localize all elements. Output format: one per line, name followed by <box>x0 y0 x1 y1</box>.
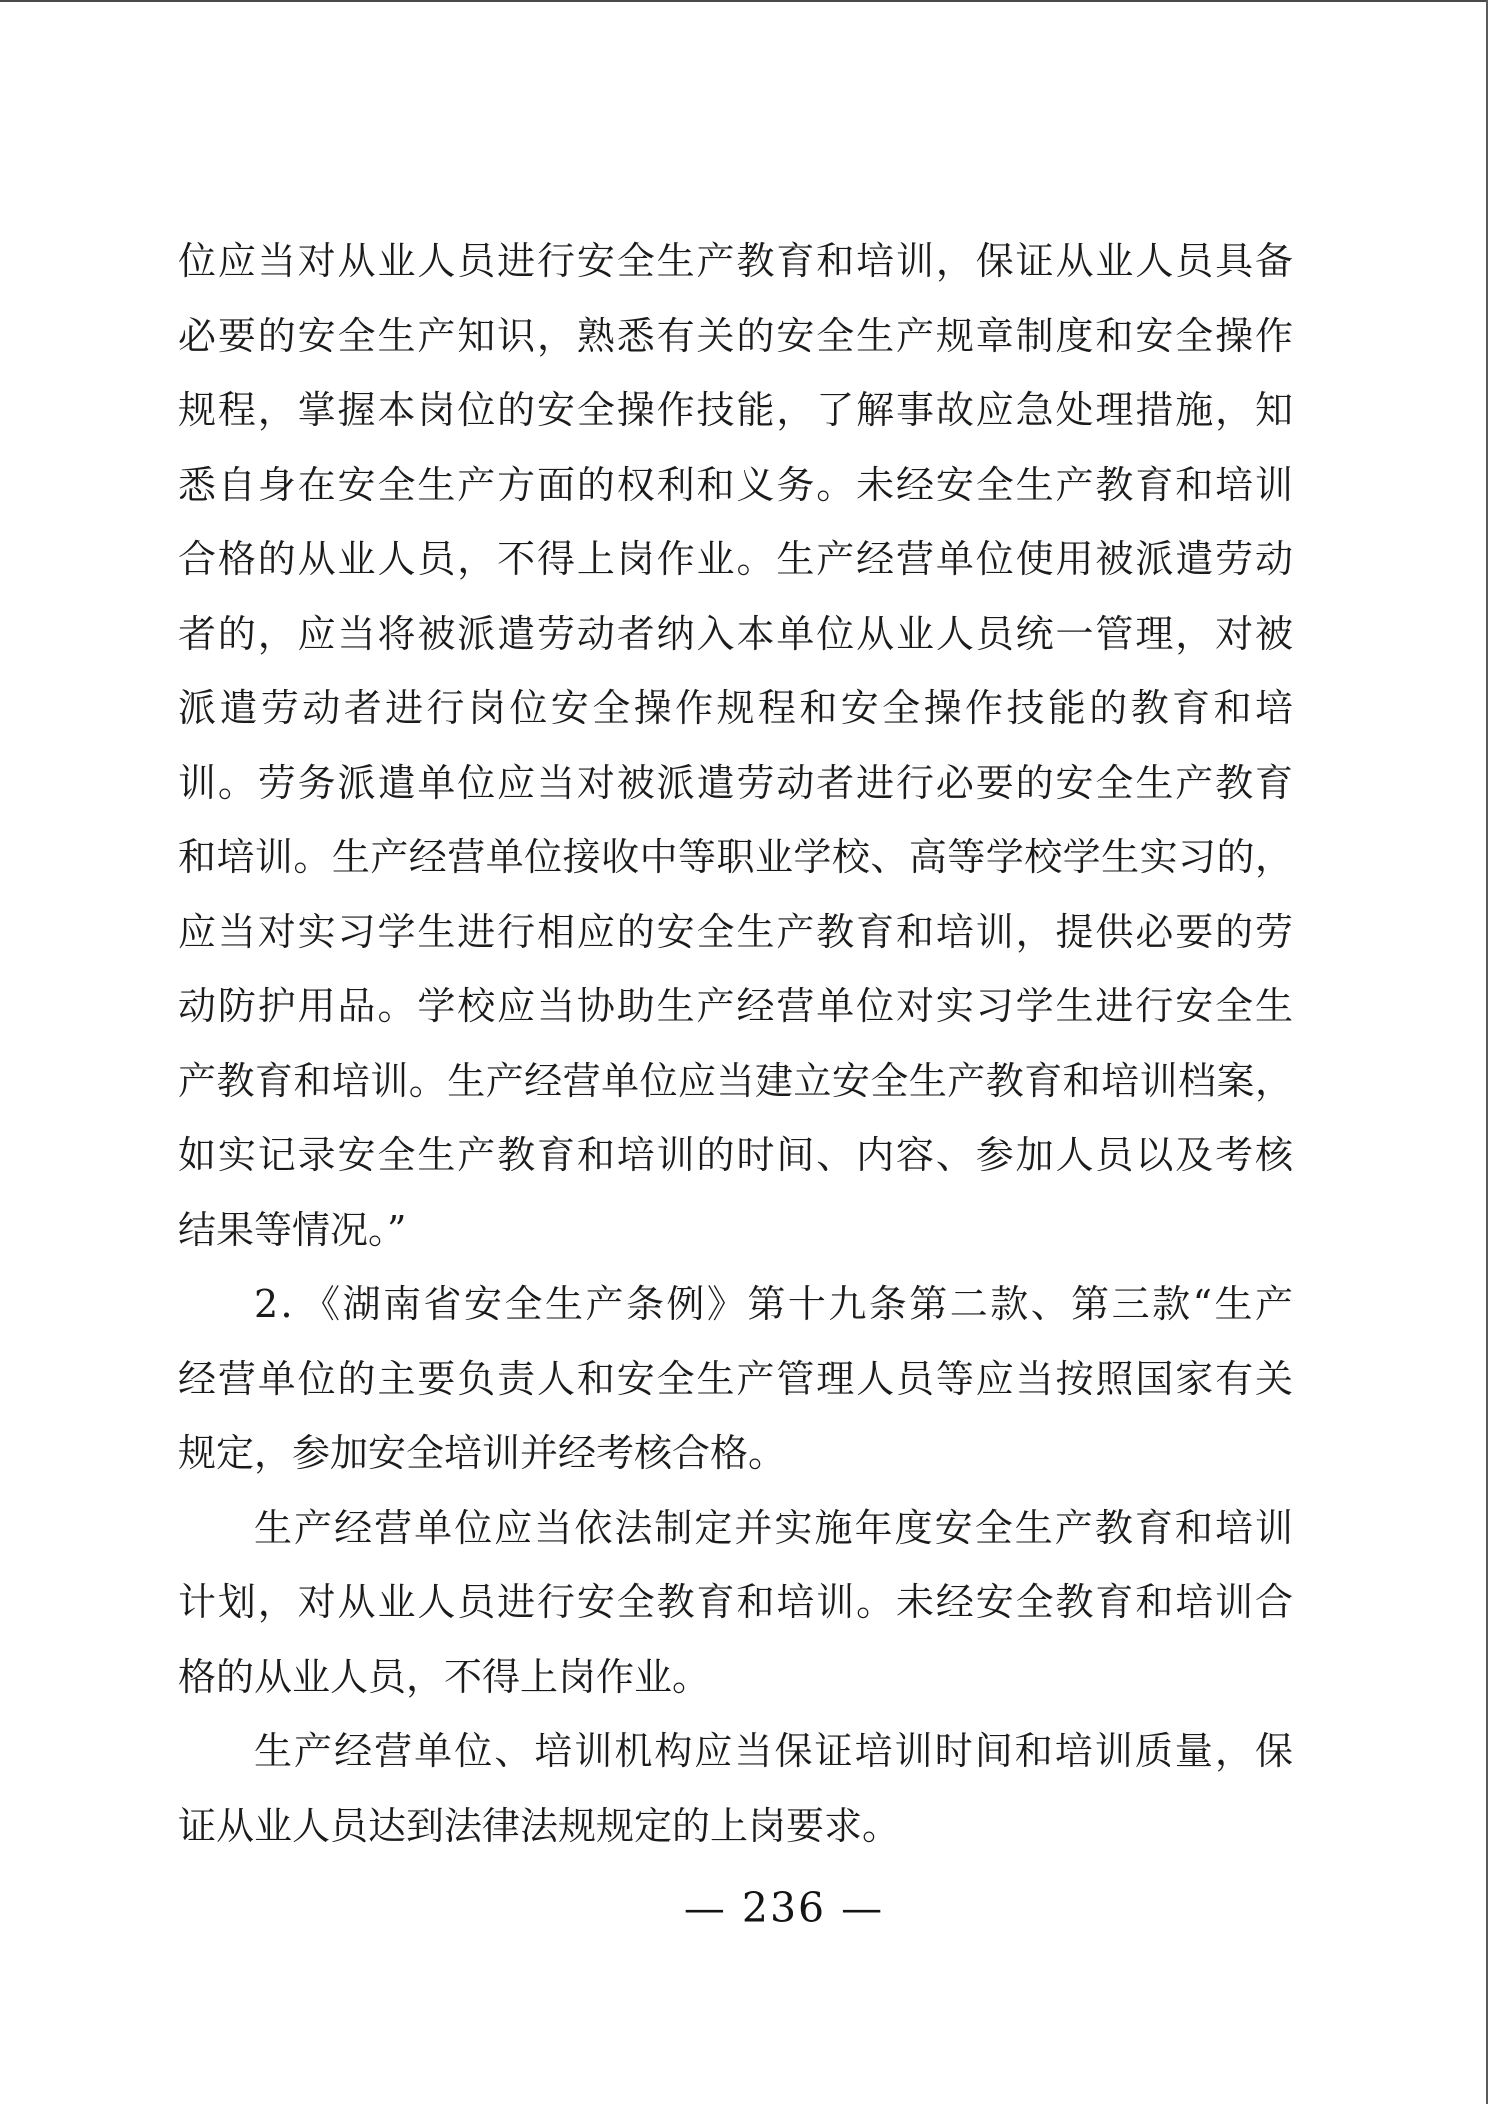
text-line-18: 生产经营单位应当依法制定并实施年度安全生产教育和培训 <box>254 1505 1293 1550</box>
text-line-1: 位应当对从业人员进行安全生产教育和培训，保证从业人员具备 <box>178 239 1293 283</box>
text-line-21: 生产经营单位、培训机构应当保证培训时间和培训质量，保 <box>254 1729 1293 1773</box>
text-line-15: 2．《湖南省安全生产条例》第十九条第二款、第三款“生产 <box>254 1282 1293 1326</box>
text-line-3: 规程，掌握本岗位的安全操作技能，了解事故应急处理措施，知 <box>178 388 1293 432</box>
text-line-10: 应当对实习学生进行相应的安全生产教育和培训，提供必要的劳 <box>178 909 1293 954</box>
text-line-17: 规定，参加安全培训并经考核合格。 <box>178 1431 787 1475</box>
text-line-16: 经营单位的主要负责人和安全生产管理人员等应当按照国家有关 <box>178 1356 1293 1401</box>
body-text <box>178 224 1293 1863</box>
text-line-11: 动防护用品。学校应当协助生产经营单位对实习学生进行安全生 <box>178 984 1293 1028</box>
page-number: — 236 — <box>683 1884 885 1932</box>
text-line-12: 产教育和培训。生产经营单位应当建立安全生产教育和培训档案， <box>178 1058 1293 1103</box>
text-line-19: 计划，对从业人员进行安全教育和培训。未经安全教育和培训合 <box>178 1580 1293 1624</box>
text-line-4: 悉自身在安全生产方面的权利和义务。未经安全生产教育和培训 <box>178 462 1293 507</box>
text-line-8: 训。劳务派遣单位应当对被派遣劳动者进行必要的安全生产教育 <box>178 760 1293 805</box>
text-line-20: 格的从业人员，不得上岗作业。 <box>178 1654 711 1699</box>
text-line-5: 合格的从业人员，不得上岗作业。生产经营单位使用被派遣劳动 <box>178 537 1293 581</box>
scan-edge-top <box>0 0 1488 2</box>
text-line-9: 和培训。生产经营单位接收中等职业学校、高等学校学生实习的， <box>178 835 1293 879</box>
text-line-22: 证从业人员达到法律法规规定的上岗要求。 <box>178 1803 901 1848</box>
text-line-13: 如实记录安全生产教育和培训的时间、内容、参加人员以及考核 <box>178 1133 1293 1177</box>
text-line-2: 必要的安全生产知识，熟悉有关的安全生产规章制度和安全操作 <box>178 313 1293 358</box>
text-line-14: 结果等情况。” <box>178 1207 407 1252</box>
text-line-6: 者的，应当将被派遣劳动者纳入本单位从业人员统一管理，对被 <box>178 611 1293 656</box>
text-line-7: 派遣劳动者进行岗位安全操作规程和安全操作技能的教育和培 <box>178 686 1293 730</box>
